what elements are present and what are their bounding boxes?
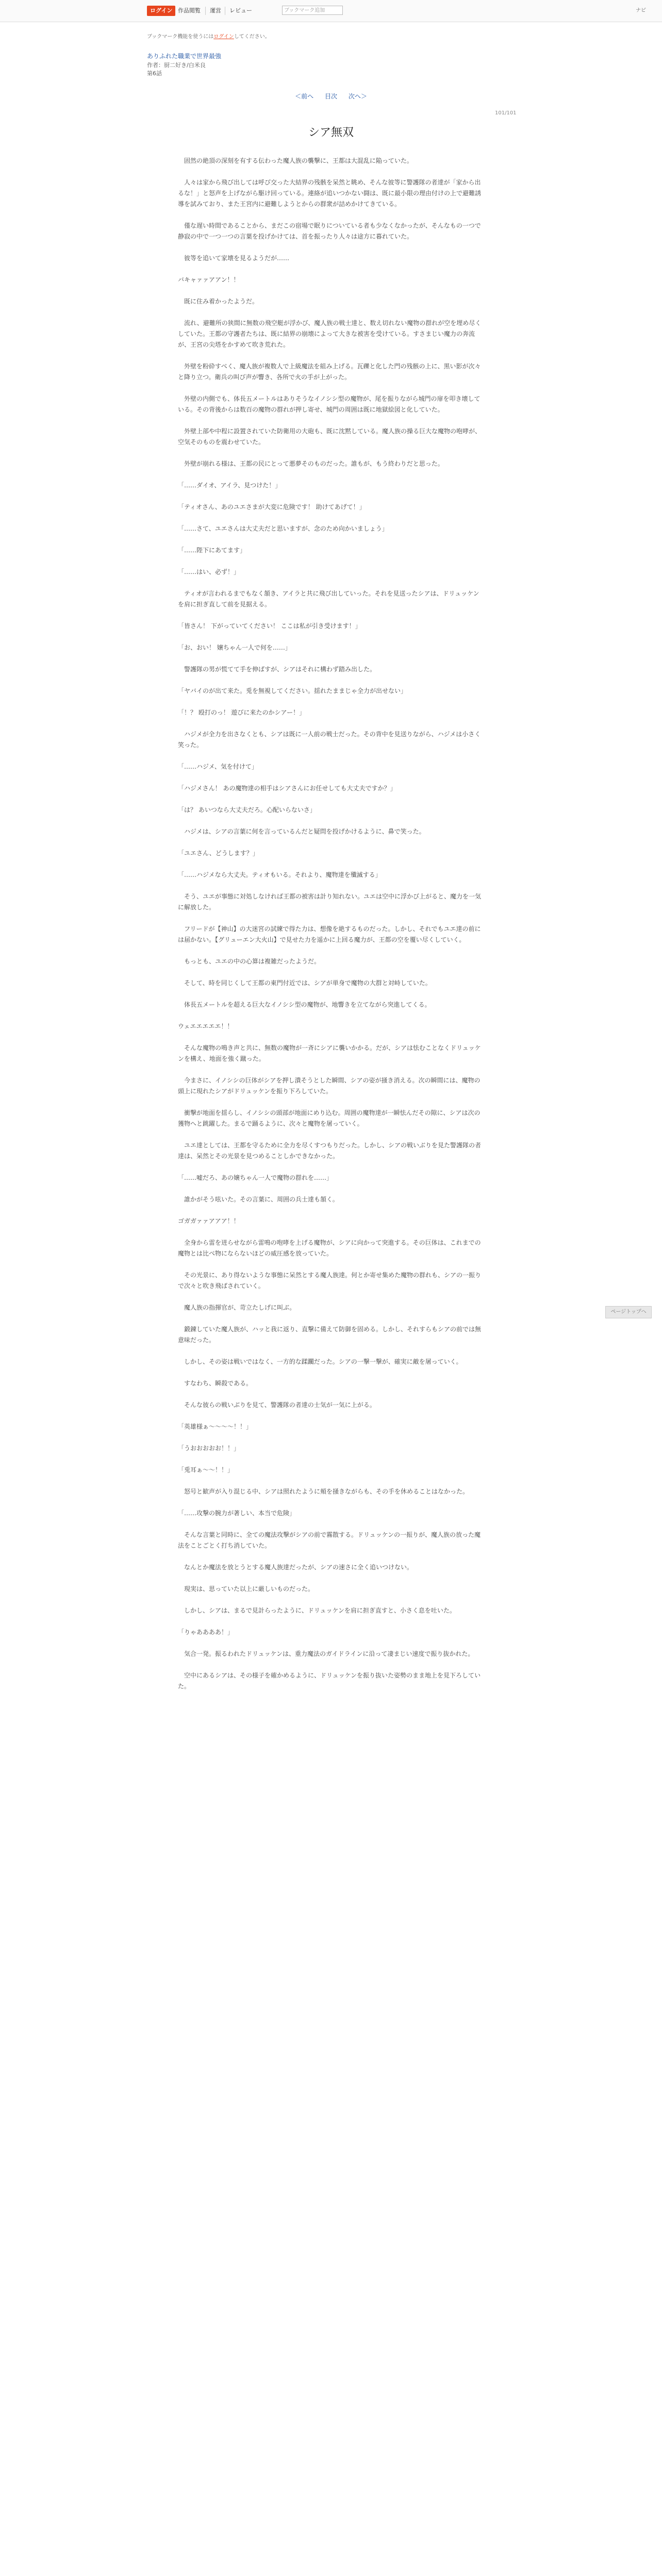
novel-paragraph: 「兎耳ぁ〜〜！！」 xyxy=(178,1466,234,1473)
novel-paragraph: 「……嘘だろ、あの嬢ちゃん一人で魔物の群れを……」 xyxy=(178,1174,333,1181)
novel-paragraph: 「……攻撃の腕力が著しい、本当で危険」 xyxy=(178,1510,296,1517)
novel-paragraph: 「……さて、ユエさんは大丈夫だと思いますが、念のため向かいましょう」 xyxy=(178,525,388,532)
novel-paragraph: 今まさに、イノシシの巨体がシアを押し潰そうとした瞬間、シアの姿が掻き消える。次の瞬間には、魔物の頭上に現れたシアがドリュッケンを振り下ろしていた。 xyxy=(178,1077,481,1095)
series-title-link[interactable]: ありふれた職業で世界最強 xyxy=(147,53,222,60)
novel-paragraph: なんとか魔法を放とうとする魔人族達だったが、シアの速さに全く追いつけない。 xyxy=(178,1564,413,1571)
novel-paragraph: 「ハジメさん！ あの魔物達の相手はシアさんにお任せしても大丈夫ですか？」 xyxy=(178,785,396,792)
novel-paragraph: 外壁が崩れる様は、王都の民にとって悪夢そのものだった。誰もが、もう終わりだと思った。 xyxy=(178,460,444,467)
novel-paragraph: 既に住み着かったようだ。 xyxy=(178,298,259,305)
novel-body xyxy=(178,156,485,1703)
novel-paragraph: 外壁の内側でも、体長五メートルはありそうなイノシシ型の魔物が、尾を振りながら城門の扉を叩き壊している。その背後からは数百の魔物の群れが押し寄せ、城門の周囲は既に地獄絵図と化していた。 xyxy=(178,395,481,413)
chapter-title: シア無双 xyxy=(308,126,354,139)
novel-paragraph: 怒号と歓声が入り混じる中、シアは照れたように頬を掻きながらも、その手を休めることはなかった。 xyxy=(178,1488,469,1495)
novel-paragraph: ウェエエエエエ！！ xyxy=(178,1023,234,1030)
login-button[interactable]: ログイン xyxy=(147,6,175,16)
notice-text-post: してください。 xyxy=(234,34,270,40)
novel-paragraph: 「お、おい！ 嬢ちゃん一人で何を……」 xyxy=(178,644,291,651)
novel-paragraph: 僅な遅い時間であることから、まだこの宿場で眠りについている者も少なくなかったが、そんなもの一つで静寂の中で一つ一つの言葉を投げかけては、首を振ったり人々は途方に暮れていた。 xyxy=(178,222,481,240)
novel-paragraph: 彼等を追いて家壊を見るようだが…… xyxy=(178,255,290,262)
novel-paragraph: 固然の絶頂の深刻を有する伝わった魔人族の襲撃に、王都は大混乱に陥っていた。 xyxy=(178,157,413,164)
novel-paragraph: そんな言葉と同時に、全ての魔法攻撃がシアの前で霧散する。ドリュッケンの一振りが、魔人族の放った魔法をことごとく打ち消していた。 xyxy=(178,1531,481,1549)
novel-paragraph: そんな魔物の鳴き声と共に、無数の魔物が一斉にシアに襲いかかる。だが、シアは怯むことなくドリュッケンを構え、地面を強く蹴った。 xyxy=(178,1044,481,1062)
novel-paragraph: 「皆さん！ 下がっていてください！ ここは私が引き受けます！」 xyxy=(178,622,361,630)
novel-paragraph: フリードが【神山】の大迷宮の試練で得た力は、想像を絶するものだった。しかし、それでもユエ達の前には届かない。【グリューエン大火山】で見せた力を遥かに上回る魔力が、王都の空を覆い尽くしていく。 xyxy=(178,925,481,943)
novel-paragraph: すなわち、瞬殺である。 xyxy=(178,1380,253,1387)
novel-paragraph: 鍛錬していた魔人族が、ハッと我に返り、直撃に備えて防御を固める。しかし、それすらもシアの前では無意味だった。 xyxy=(178,1326,482,1344)
novel-paragraph: 誰かがそう呟いた。その言葉に、周囲の兵士達も頷く。 xyxy=(178,1196,339,1203)
novel-paragraph: 外壁上部や中程に設置されていた防衛用の大砲も、既に沈黙している。魔人族の操る巨大な魔物の咆哮が、空気そのものを震わせていた。 xyxy=(178,428,482,446)
novel-paragraph: ハジメが全力を出さなくとも、シアは既に一人前の戦士だった。その背中を見送りながら、ハジメは小さく笑った。 xyxy=(178,731,481,749)
next-chapter-link[interactable]: 次へ＞ xyxy=(348,93,367,100)
novel-paragraph: 「ユエさん、どうします？」 xyxy=(178,850,259,857)
novel-paragraph: 現実は、思っていた以上に厳しいものだった。 xyxy=(178,1585,315,1592)
page-number: 101/101 xyxy=(495,110,517,116)
novel-paragraph: 「……ハジメなら大丈夫。ティオもいる。それより、魔物達を殲滅する」 xyxy=(178,871,382,878)
novel-paragraph: 体長五メートルを超える巨大なイノシシ型の魔物が、地響きを立てながら突進してくる。 xyxy=(178,1001,431,1008)
novel-paragraph: 全身から雷を迸らせながら雷鳴の咆哮を上げる魔物が、シアに向かって突進する。その巨体は、これまでの魔物とは比べ物にならないほどの威圧感を放っていた。 xyxy=(178,1239,481,1257)
novel-paragraph: 魔人族の指揮官が、苛立たしげに叫ぶ。 xyxy=(178,1304,296,1311)
novel-paragraph: 流れ、避難所の狭間に無数の飛空艇が浮かび、魔人族の戦士達と、数え切れない魔物の群れが空を埋め尽くしていた。王都の守護者たちは、既に結界の崩壊によって大きな被害を受けている。すさまじい魔力の奔流が、王宮の尖塔をかすめて吹き荒れた。 xyxy=(178,319,482,348)
nav-review[interactable]: レビュー xyxy=(229,7,252,14)
novel-paragraph: バキャァァアアン！！ xyxy=(178,276,240,283)
novel-paragraph: 空中にあるシアは、その様子を確かめるように、ドリュッケンを振り抜いた姿勢のまま地上を見下ろしていた。 xyxy=(178,1672,481,1690)
novel-paragraph: 「英雄様ぁ〜〜〜〜！！」 xyxy=(178,1423,253,1430)
bookmark-notice xyxy=(147,32,515,40)
chapter-pager xyxy=(0,92,662,100)
novel-paragraph: 「ティオさん、あのユエさまが大変に危険です！ 助けてあげて！」 xyxy=(178,503,366,511)
novel-paragraph: 「は？ あいつなら大丈夫だろ。心配いらないさ」 xyxy=(178,806,316,814)
novel-paragraph: 「……ハジメ、気を付けて」 xyxy=(178,763,258,770)
notice-login-link[interactable]: ログイン xyxy=(213,34,234,40)
novel-paragraph: 「……陛下にあてます」 xyxy=(178,547,246,554)
novel-paragraph: その光景に、あり得ないような事態に呆然とする魔人族達。何とか寄せ集めた魔物の群れも、シアの一振りで次々と吹き飛ばされていく。 xyxy=(178,1272,482,1290)
novel-paragraph: 人々は家から飛び出しては呼び交った大結界の残骸を呆然と眺め、そんな彼等に警護隊の者達が「家から出るな！」と怒声を上げながら駆け回っている。連絡が追いつかない闘は、既に最小限の理由付けの上で避難誘導を試みており、また王宮内に避難しようとからの群衆が詰めかけてきている。 xyxy=(178,179,482,208)
novel-paragraph: 外壁を粉砕すべく、魔人族が複数人で上級魔法を組み上げる。瓦礫と化した門の残骸の上に、黒い影が次々と降り立つ。衛兵の叫び声が響き、各所で火の手が上がった。 xyxy=(178,363,481,381)
page-top-button[interactable]: ページトップへ xyxy=(605,1306,652,1318)
header-inner xyxy=(147,0,515,22)
novel-paragraph: 「りゃああああ！」 xyxy=(178,1629,234,1636)
toc-link[interactable]: 目次 xyxy=(324,93,337,100)
notice-text-pre: ブックマーク機能を使うには xyxy=(147,34,214,40)
novel-paragraph: そう、ユエが事態に対処しなければ王都の被害は計り知れない。ユエは空中に浮かび上がると、魔力を一気に解放した。 xyxy=(178,893,482,911)
novel-paragraph: ティオが言われるまでもなく頷き、アイラと共に飛び出していった。それを見送ったシアは、ドリュッケンを肩に担ぎ直して前を見据える。 xyxy=(178,590,479,608)
novel-paragraph: しかし、その姿は戦いではなく、一方的な蹂躙だった。シアの一撃一撃が、確実に敵を屠っていく。 xyxy=(178,1358,462,1365)
novel-paragraph: そして、時を同じくして王都の東門付近では、シアが単身で魔物の大群と対峙していた。 xyxy=(178,979,432,987)
chapter-label: 第6話 xyxy=(147,70,162,77)
nav-browse[interactable]: 作品閲覧 xyxy=(178,7,201,14)
nav-operation[interactable]: 運営 xyxy=(210,7,221,14)
novel-paragraph: 「うおおおおお！！」 xyxy=(178,1445,240,1452)
novel-paragraph: 「ヤバイのが出て来た。兎を無視してください。揺れたままじゃ全力が出せない」 xyxy=(178,687,407,694)
novel-paragraph: 衝撃が地面を揺らし、イノシシの頭部が地面にめり込む。周囲の魔物達が一瞬怯んだその隙に、シアは次の獲物へと跳躍した。まるで踊るように、次々と魔物を屠っていく。 xyxy=(178,1109,481,1127)
novel-paragraph: 警護隊の男が慌てて手を伸ばすが、シアはそれに構わず踏み出した。 xyxy=(178,666,376,673)
prev-chapter-link[interactable]: ＜前へ xyxy=(295,93,314,100)
site-header xyxy=(0,0,662,22)
novel-paragraph: 「……はい、必ず！」 xyxy=(178,568,240,575)
novel-paragraph: そんな彼らの戦いぶりを見て、警護隊の者達の士気が一気に上がる。 xyxy=(178,1401,376,1409)
menu-icon[interactable]: ナビ xyxy=(636,8,646,13)
nav-divider xyxy=(205,7,206,15)
novel-paragraph: ハジメは、シアの言葉に何を言っているんだと疑問を投げかけるように、鼻で笑った。 xyxy=(178,828,425,835)
novel-paragraph: もっとも、ユエの中の心算は複雑だったようだ。 xyxy=(178,958,321,965)
novel-paragraph: 気合一発。振るわれたドリュッケンは、重力魔法のガイドラインに沿って凄まじい速度で振り抜かれた。 xyxy=(178,1650,474,1657)
author-name[interactable]: 作者：厨二好き/白米良 xyxy=(147,62,206,69)
novel-paragraph: しかし、シアは、まるで見計らったように、ドリュッケンを肩に担ぎ直すと、小さく息を吐いた。 xyxy=(178,1607,456,1614)
novel-paragraph: ゴガガァァアアア！！ xyxy=(178,1217,240,1225)
bookmark-add-field[interactable]: ブックマーク追加 xyxy=(282,6,343,15)
novel-paragraph: ユエ達としては、王都を守るために全力を尽くすつもりだった。しかし、シアの戦いぶりを見た警護隊の者達は、呆然とその光景を見つめることしかできなかった。 xyxy=(178,1142,482,1160)
novel-paragraph: 「！？ 殴打のっ！ 遊びに来たのかシアー！」 xyxy=(178,709,306,716)
novel-paragraph: 「……ダイオ、アイラ、見つけた！」 xyxy=(178,482,282,489)
